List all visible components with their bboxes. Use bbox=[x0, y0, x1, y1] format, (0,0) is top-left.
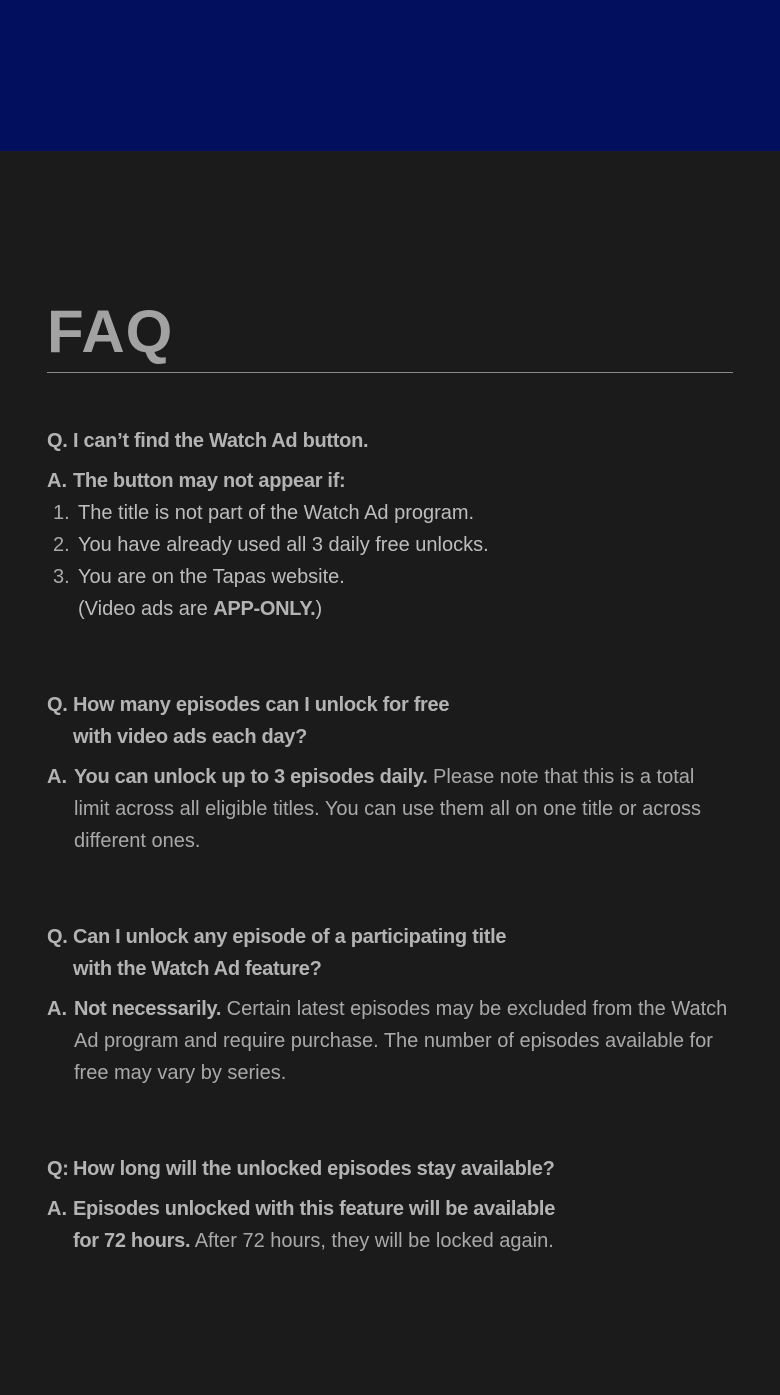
faq-question bbox=[47, 689, 733, 753]
question-text: How long will the unlocked episodes stay available? bbox=[73, 1158, 555, 1180]
list-item bbox=[47, 561, 733, 625]
question-text: I can’t find the Watch Ad button. bbox=[73, 430, 369, 452]
answer-text: Certain latest episodes may be excluded from the Watch Ad program and require purchase. The number of episodes available for free may vary by series. bbox=[74, 998, 728, 1084]
note-bold-text: APP-ONLY. bbox=[213, 598, 316, 620]
list-item bbox=[47, 497, 733, 529]
faq-title: FAQ bbox=[47, 298, 174, 365]
question-prefix: Q: bbox=[47, 1158, 69, 1180]
list-item-number: 1. bbox=[53, 502, 70, 524]
faq-question bbox=[47, 921, 733, 985]
top-banner bbox=[0, 0, 780, 151]
list-item-text: You have already used all 3 daily free unlocks. bbox=[78, 534, 489, 556]
answer-bold-text-line1: Episodes unlocked with this feature will be available bbox=[73, 1198, 556, 1220]
question-prefix: Q. bbox=[47, 694, 68, 716]
faq-item-availability bbox=[47, 1153, 733, 1257]
question-text-line1: Can I unlock any episode of a participating title bbox=[73, 926, 507, 948]
faq-answer bbox=[47, 761, 733, 857]
answer-prefix: A. bbox=[47, 998, 67, 1020]
answer-bold-text: You can unlock up to 3 episodes daily. bbox=[74, 766, 428, 788]
answer-text: After 72 hours, they will be locked again. bbox=[190, 1230, 554, 1252]
faq-question bbox=[47, 1153, 733, 1185]
faq-answer bbox=[47, 465, 733, 497]
question-text-line1: How many episodes can I unlock for free bbox=[73, 694, 450, 716]
answer-prefix: A. bbox=[47, 766, 67, 788]
faq-section bbox=[0, 151, 780, 1257]
note-text: (Video ads are bbox=[78, 598, 214, 620]
answer-bold-text-line2: for 72 hours. bbox=[73, 1230, 191, 1252]
faq-item-daily-limit bbox=[47, 689, 733, 857]
question-prefix: Q. bbox=[47, 430, 68, 452]
answer-text: Please note that this is a total limit across all eligible titles. You can use them all on one title or across different ones. bbox=[74, 766, 701, 852]
question-text-line2: with video ads each day? bbox=[73, 726, 307, 748]
reasons-list bbox=[47, 497, 733, 625]
list-item-number: 2. bbox=[53, 534, 70, 556]
list-item bbox=[47, 529, 733, 561]
faq-question bbox=[47, 425, 733, 457]
faq-divider bbox=[47, 372, 733, 373]
faq-answer bbox=[47, 993, 733, 1089]
answer-prefix: A. bbox=[47, 1198, 67, 1220]
faq-item-any-episode bbox=[47, 921, 733, 1089]
faq-answer bbox=[47, 1193, 733, 1257]
faq-item-watch-ad-button bbox=[47, 425, 733, 625]
list-item-number: 3. bbox=[53, 566, 70, 588]
list-item-text: The title is not part of the Watch Ad program. bbox=[78, 502, 475, 524]
list-item-text: You are on the Tapas website. bbox=[78, 566, 345, 588]
app-only-note bbox=[78, 593, 733, 625]
answer-heading: The button may not appear if: bbox=[73, 470, 346, 492]
question-prefix: Q. bbox=[47, 926, 68, 948]
answer-prefix: A. bbox=[47, 470, 67, 492]
question-text-line2: with the Watch Ad feature? bbox=[73, 958, 322, 980]
answer-bold-text: Not necessarily. bbox=[74, 998, 222, 1020]
note-text-close: ) bbox=[315, 598, 323, 620]
